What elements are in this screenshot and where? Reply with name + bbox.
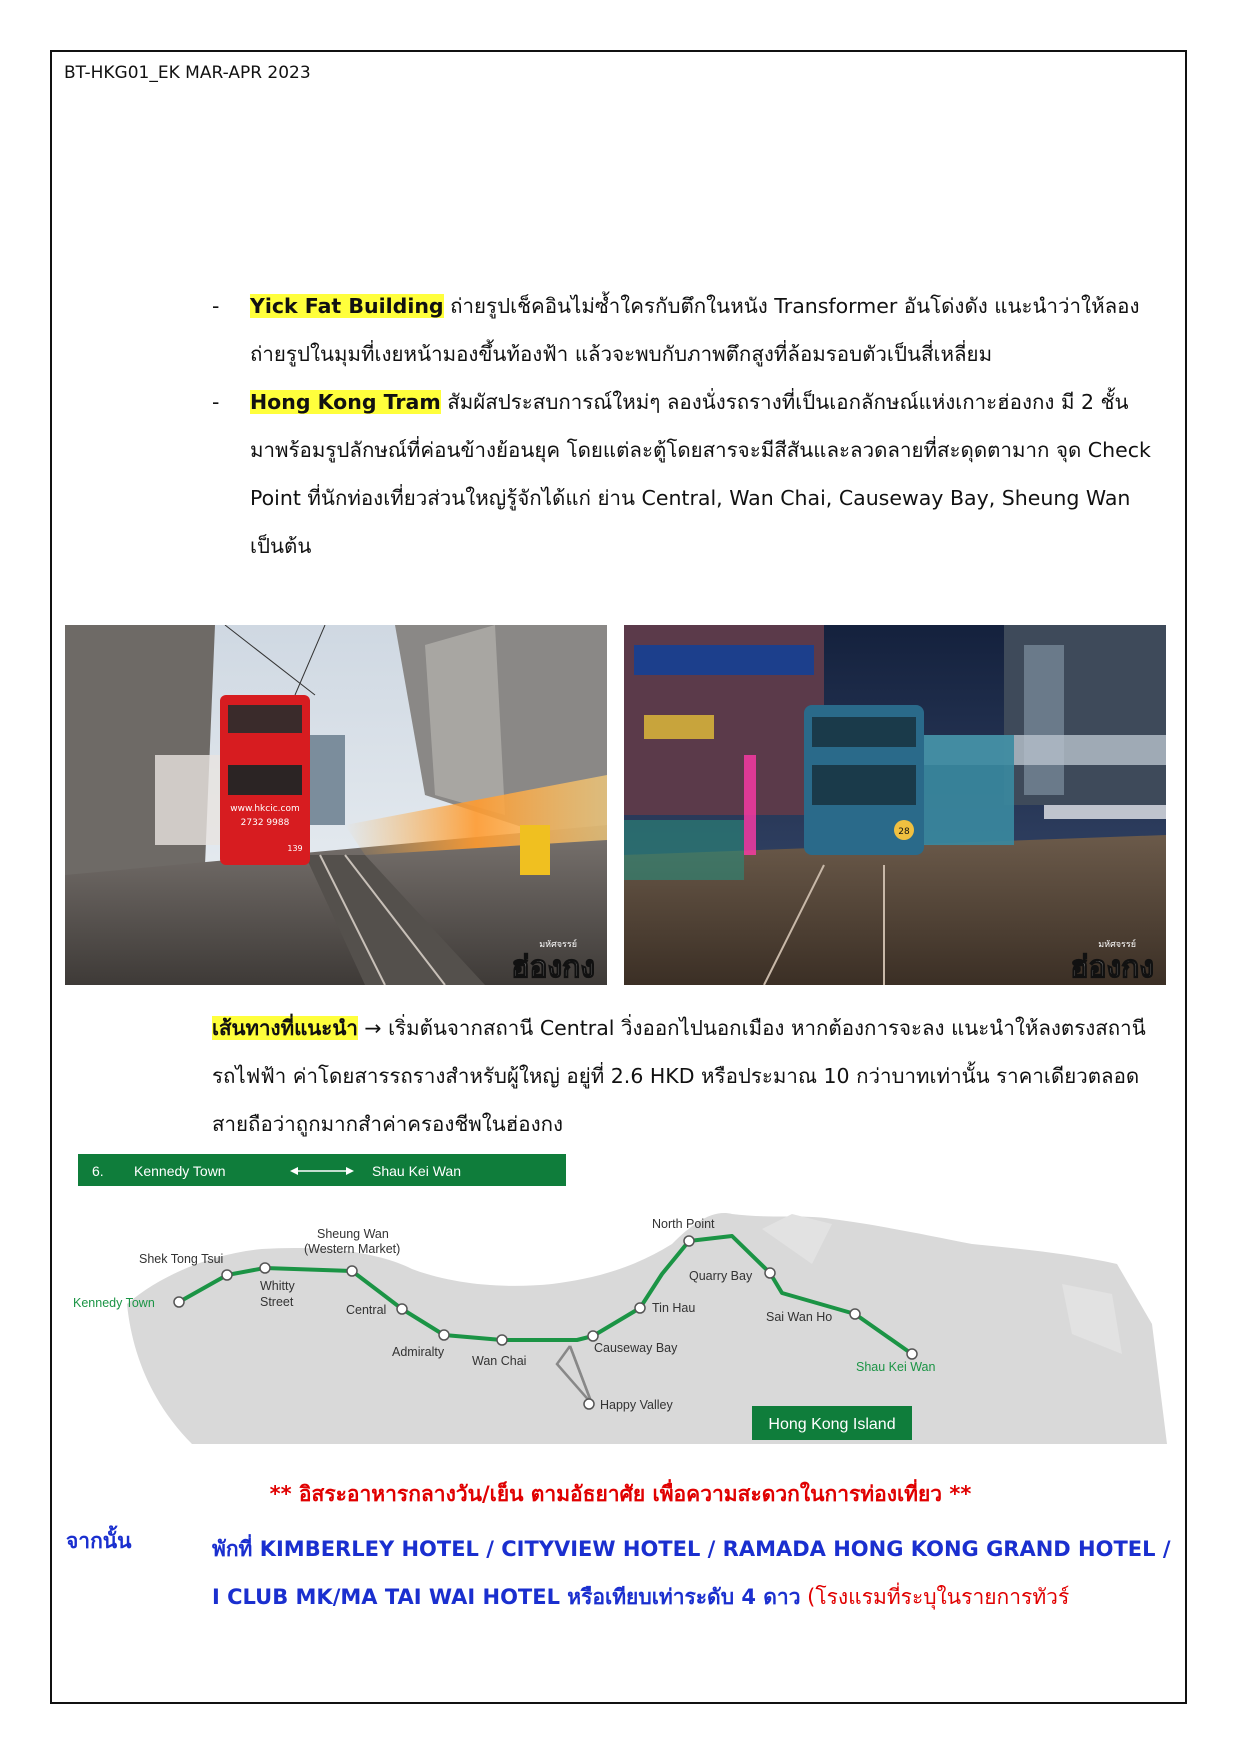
station-label: Happy Valley [600,1398,673,1412]
doc-code: BT-HKG01_EK MAR-APR 2023 [64,63,311,83]
station-label: North Point [652,1217,715,1231]
tram-phone-text: 2732 9988 [240,818,290,828]
route-description: เริ่มต้นจากสถานี Central วิ่งออกไปนอกเมือง หากต้องการจะลง แนะนำให้ลงตรงสถานีรถไฟฟ้า ค่าโดยสารรถรางสำหรับผู้ใหญ่ อยู่ที่ 2.6 HKD หรือประมาณ 10 กว่าบาทเท่านั้น ราคาเดียวตลอดสายถือว่าถูกมากสำค่าครองชีพในฮ่องกง [212,1016,1146,1136]
hotel-info [212,1525,1172,1621]
free-meal-note: ** อิสระอาหารกลางวัน/เย็น ตามอัธยาศัย เพื่อความสะดวกในการท่องเที่ยว ** [269,1482,972,1506]
line-from: Kennedy Town [134,1163,226,1179]
bullet-dash: - [212,390,220,414]
station-marker [497,1335,507,1345]
hotel-remark: (โรงแรมที่ระบุในรายการทัวร์ [800,1585,1070,1609]
station-label: Sheung Wan [317,1227,389,1241]
bullet-dash: - [212,294,220,318]
station-label: Sai Wan Ho [766,1310,833,1324]
station-marker [684,1236,694,1246]
station-label: Causeway Bay [594,1341,678,1355]
station-marker [174,1297,184,1307]
brand-logo-text: ฮ่องกง [511,950,595,985]
station-label: Quarry Bay [689,1269,753,1283]
station-label: Shau Kei Wan [856,1360,936,1374]
brand-logo-text: ฮ่องกง [1070,950,1154,985]
station-marker [850,1309,860,1319]
station-marker [397,1304,407,1314]
station-label: (Western Market) [304,1242,401,1256]
station-label: Street [260,1295,294,1309]
tram-photo-left [65,625,607,985]
station-label: Tin Hau [652,1301,696,1315]
station-label: Kennedy Town [73,1296,155,1310]
station-marker [765,1268,775,1278]
route-title: เส้นทางที่แนะนำ [212,1016,358,1040]
station-marker [439,1330,449,1340]
hotel-list: พักที่ KIMBERLEY HOTEL / CITYVIEW HOTEL / RAMADA HONG KONG GRAND HOTEL / I CLUB MK/MA TAI WAI HOTEL หรือเทียบเท่าระดับ 4 ดาว [212,1537,1171,1609]
list-item [212,378,1152,570]
brand-small-text: มหัศจรรย์ [1098,940,1136,950]
station-marker [907,1349,917,1359]
tram-number: 28 [898,827,910,837]
attraction-description: ถ่ายรูปเช็คอินไม่ซ้ำใครกับตึกในหนัง Transformer อันโด่งดัง แนะนำว่าให้ลองถ่ายรูปในมุมที่เงยหน้ามองขึ้นท้องฟ้า แล้วจะพบกับภาพตึกสูงที่ล้อมรอบตัวเป็นสี่เหลี่ยม [250,294,1140,366]
station-marker [588,1331,598,1341]
route-arrow: → [357,1016,389,1040]
station-label: Admiralty [392,1345,445,1359]
recommended-route [212,1004,1164,1148]
station-label: Central [346,1303,387,1317]
list-item [212,282,1152,378]
station-marker [222,1270,232,1280]
line-to: Shau Kei Wan [372,1163,461,1179]
line-number: 6. [92,1163,104,1179]
tram-number: 139 [287,844,303,853]
attraction-title: Yick Fat Building [250,294,444,318]
then-label: จากนั้น [66,1529,132,1553]
tram-photo-right [624,625,1166,985]
attraction-list [212,282,1152,570]
attraction-title: Hong Kong Tram [250,390,441,414]
brand-small-text: มหัศจรรย์ [539,940,577,950]
station-label: Whitty [260,1279,295,1293]
station-marker [584,1399,594,1409]
island-label: Hong Kong Island [768,1416,896,1433]
station-marker [260,1263,270,1273]
station-marker [347,1266,357,1276]
tram-sign-text: www.hkcic.com [230,804,300,814]
tram-route-map [72,1154,1167,1472]
station-marker [635,1303,645,1313]
station-label: Wan Chai [472,1354,527,1368]
attraction-description: สัมผัสประสบการณ์ใหม่ๆ ลองนั่งรถรางที่เป็นเอกลักษณ์แห่งเกาะฮ่องกง มี 2 ชั้นมาพร้อมรูปลักษณ์ที่ค่อนข้างย้อนยุค โดยแต่ละตู้โดยสารจะมีสีสันและลวดลายที่สะดุดตามาก จุด Check Point ที่นักท่องเที่ยวส่วนใหญ่รู้จักได้แก่ ย่าน Central, Wan Chai, Causeway Bay, Sheung Wan เป็นต้น [250,390,1151,558]
station-label: Shek Tong Tsui [139,1252,224,1266]
